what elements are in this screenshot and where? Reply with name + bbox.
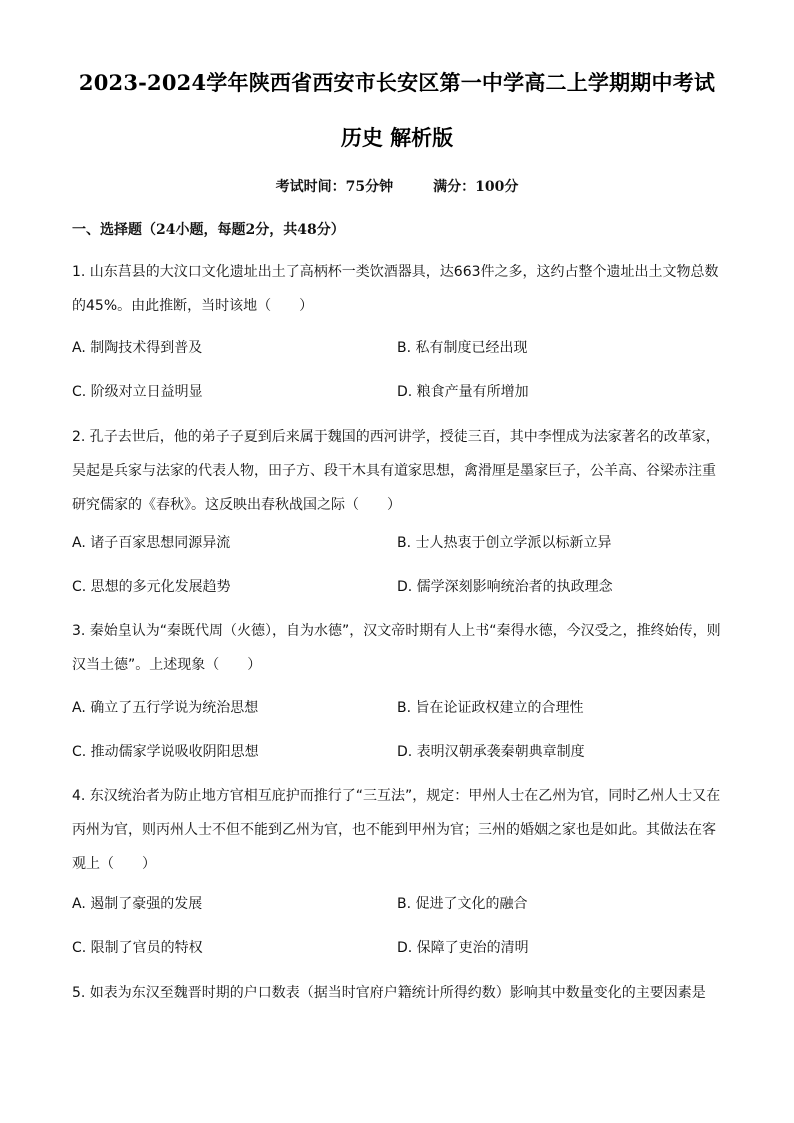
question-4-option-d: D. 保障了吏治的清明 <box>397 940 529 956</box>
document-title: 2023-2024学年陕西省西安市长安区第一中学高二上学期期中考试 <box>78 70 716 95</box>
question-1-option-a: A. 制陶技术得到普及 <box>72 340 203 356</box>
question-4-option-b: B. 促进了文化的融合 <box>397 896 528 912</box>
section-heading: 一、选择题（24小题，每题2分，共48分） <box>72 222 345 238</box>
question-4-option-a: A. 遏制了豪强的发展 <box>72 896 203 912</box>
document-subtitle: 历史 解析版 <box>340 125 454 150</box>
question-1-option-d: D. 粮食产量有所增加 <box>397 384 529 400</box>
question-3-option-b: B. 旨在论证政权建立的合理性 <box>397 700 584 716</box>
exam-time: 考试时间：75分钟 <box>275 179 394 195</box>
question-1-option-c: C. 阶级对立日益明显 <box>72 384 203 400</box>
question-3-option-a: A. 确立了五行学说为统治思想 <box>72 700 259 716</box>
question-2-option-d: D. 儒学深刻影响统治者的执政理念 <box>397 579 613 595</box>
exam-info <box>0 176 794 196</box>
question-2-option-a: A. 诸子百家思想同源异流 <box>72 535 231 551</box>
question-3-stem: 3. 秦始皇认为“秦既代周（火德），自为水德”，汉文帝时期有人上书“秦得水德，今汉受之，推终始传，则汉当土德”。上述现象（ ） <box>72 623 721 673</box>
question-1-option-b: B. 私有制度已经出现 <box>397 340 528 356</box>
question-4-stem: 4. 东汉统治者为防止地方官相互庇护而推行了“三互法”，规定：甲州人士在乙州为官，同时乙州人士又在丙州为官，则丙州人士不但不能到乙州为官，也不能到甲州为官；三州的婚姻之家也是如此。其做法在客观上（ ） <box>72 788 721 872</box>
full-score: 满分：100分 <box>433 179 519 195</box>
question-5-stem: 5. 如表为东汉至魏晋时期的户口数表（据当时官府户籍统计所得约数）影响其中数量变化的主要因素是 <box>72 985 706 1001</box>
question-2-option-b: B. 士人热衷于创立学派以标新立异 <box>397 535 612 551</box>
question-3-option-c: C. 推动儒家学说吸收阴阳思想 <box>72 744 259 760</box>
question-1-stem: 1. 山东莒县的大汶口文化遗址出土了高柄杯一类饮酒器具，达663件之多，这约占整个遗址出土文物总数的45%。由此推断，当时该地（ ） <box>72 264 719 314</box>
question-3-option-d: D. 表明汉朝承袭秦朝典章制度 <box>397 744 585 760</box>
question-2-option-c: C. 思想的多元化发展趋势 <box>72 579 231 595</box>
question-2-stem: 2. 孔子去世后，他的弟子子夏到后来属于魏国的西河讲学，授徒三百，其中李悝成为法家著名的改革家，吴起是兵家与法家的代表人物，田子方、段干木具有道家思想，禽滑厘是墨家巨子，公羊高、谷梁赤注重研究儒家的《春秋》。这反映出春秋战国之际（ ） <box>72 429 720 513</box>
question-4-option-c: C. 限制了官员的特权 <box>72 940 203 956</box>
